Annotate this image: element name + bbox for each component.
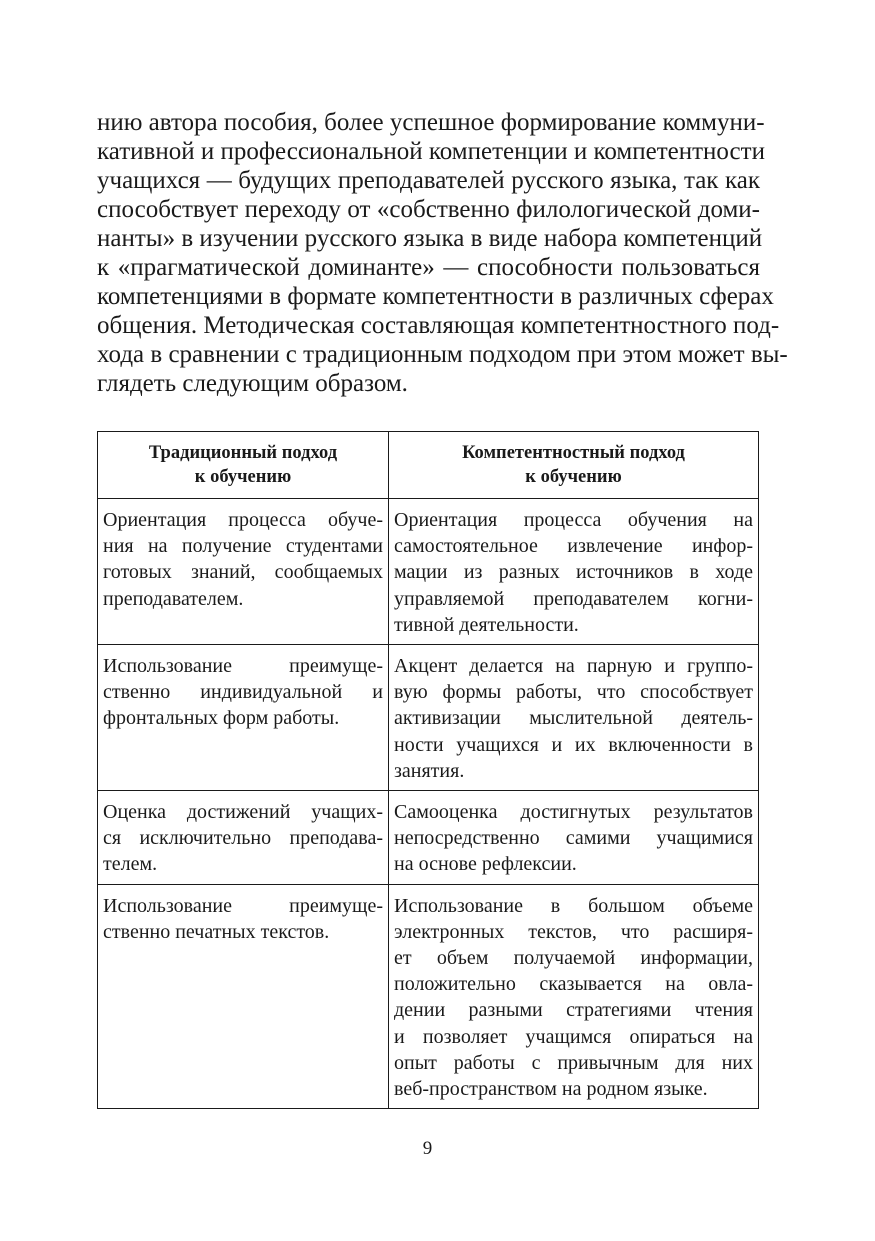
cell-traditional bbox=[98, 645, 389, 791]
cell-line: фронтальных форм работы. bbox=[103, 707, 340, 730]
cell-line: Акцент делается на парную и группо- bbox=[394, 655, 753, 678]
cell-line: положительно сказывается на овла- bbox=[394, 973, 753, 996]
cell-line: на основе рефлексии. bbox=[394, 853, 577, 876]
cell-line: телем. bbox=[103, 853, 158, 876]
cell-line: дении разными стратегиями чтения bbox=[394, 999, 753, 1022]
cell-line: самостоятельное извлечение инфор- bbox=[394, 535, 753, 558]
header-competence-approach bbox=[389, 432, 759, 499]
cell-line: веб-пространством на родном языке. bbox=[394, 1078, 708, 1101]
cell-line: ственно печатных текстов. bbox=[103, 920, 330, 943]
cell-line: непосредственно самими учащимися bbox=[394, 827, 753, 850]
cell-line: мации из разных источников в ходе bbox=[394, 561, 753, 584]
paragraph-line: кативной и профессиональной компетенции и компетентности bbox=[97, 138, 765, 165]
header-line: к обучению bbox=[525, 467, 622, 487]
cell-line: Использование преимуще- bbox=[103, 655, 383, 678]
cell-line: тивной деятельности. bbox=[394, 613, 579, 636]
cell-traditional bbox=[98, 884, 389, 1109]
cell-line: занятия. bbox=[394, 759, 465, 782]
cell-line: электронных текстов, что расширя- bbox=[394, 920, 753, 943]
cell-line: преподавателем. bbox=[103, 587, 244, 610]
header-line: Компетентностный подход bbox=[462, 443, 685, 463]
cell-competence bbox=[389, 791, 759, 885]
cell-line: ственно индивидуальной и bbox=[103, 681, 383, 704]
table-row bbox=[98, 791, 759, 885]
cell-line: ния на получение студентами bbox=[103, 535, 383, 558]
header-line: к обучению bbox=[194, 467, 292, 487]
paragraph-line: способствует переходу от «собственно филологической доми- bbox=[97, 196, 760, 223]
paragraph-line: нанты» в изучении русского языка в виде набора компетенций bbox=[97, 225, 763, 252]
cell-line: Ориентация процесса обуче- bbox=[103, 509, 383, 531]
cell-competence bbox=[389, 884, 759, 1109]
comparison-table bbox=[97, 431, 759, 1109]
paragraph-line: нию автора пособия, более успешное формирование коммуни- bbox=[97, 109, 765, 136]
cell-line: управляемой преподавателем когни- bbox=[394, 587, 753, 610]
cell-traditional bbox=[98, 499, 389, 645]
cell-line: ся исключительно преподава- bbox=[103, 827, 383, 850]
header-line: Традиционный подход bbox=[148, 443, 338, 463]
cell-line: вую формы работы, что способствует bbox=[394, 681, 753, 704]
cell-line: Использование в большом объеме bbox=[394, 894, 753, 917]
table-row bbox=[98, 499, 759, 645]
cell-line: активизации мыслительной деятель- bbox=[394, 707, 753, 730]
cell-competence bbox=[389, 499, 759, 645]
header-traditional-approach bbox=[98, 432, 389, 499]
cell-line: опыт работы с привычным для них bbox=[394, 1051, 753, 1074]
table-row bbox=[98, 645, 759, 791]
cell-line: Ориентация процесса обучения на bbox=[394, 509, 753, 531]
body-paragraph bbox=[97, 108, 788, 398]
cell-line: Использование преимуще- bbox=[103, 894, 383, 917]
paragraph-line: хода в сравнении с традиционным подходом при этом может вы- bbox=[97, 341, 788, 368]
table-row bbox=[98, 884, 759, 1109]
cell-line: Самооценка достигнутых результатов bbox=[394, 801, 753, 824]
table-header-row bbox=[98, 432, 759, 499]
cell-line: готовых знаний, сообщаемых bbox=[103, 561, 383, 584]
page-number: 9 bbox=[422, 1138, 433, 1159]
paragraph-line: глядеть следующим образом. bbox=[97, 370, 408, 397]
cell-traditional bbox=[98, 791, 389, 885]
cell-line: Оценка достижений учащих- bbox=[103, 801, 383, 824]
cell-line: и позволяет учащимся опираться на bbox=[394, 1025, 753, 1048]
paragraph-line: компетенциями в формате компетентности в различных сферах bbox=[97, 283, 774, 310]
paragraph-line: к «прагматической доминанте» — способности пользоваться bbox=[97, 254, 760, 281]
paragraph-line: общения. Методическая составляющая компетентностного под- bbox=[97, 312, 780, 339]
cell-competence bbox=[389, 645, 759, 791]
cell-line: ет объем получаемой информации, bbox=[394, 947, 753, 970]
cell-line: ности учащихся и их включенности в bbox=[394, 733, 753, 756]
paragraph-line: учащихся — будущих преподавателей русского языка, так как bbox=[97, 167, 760, 194]
